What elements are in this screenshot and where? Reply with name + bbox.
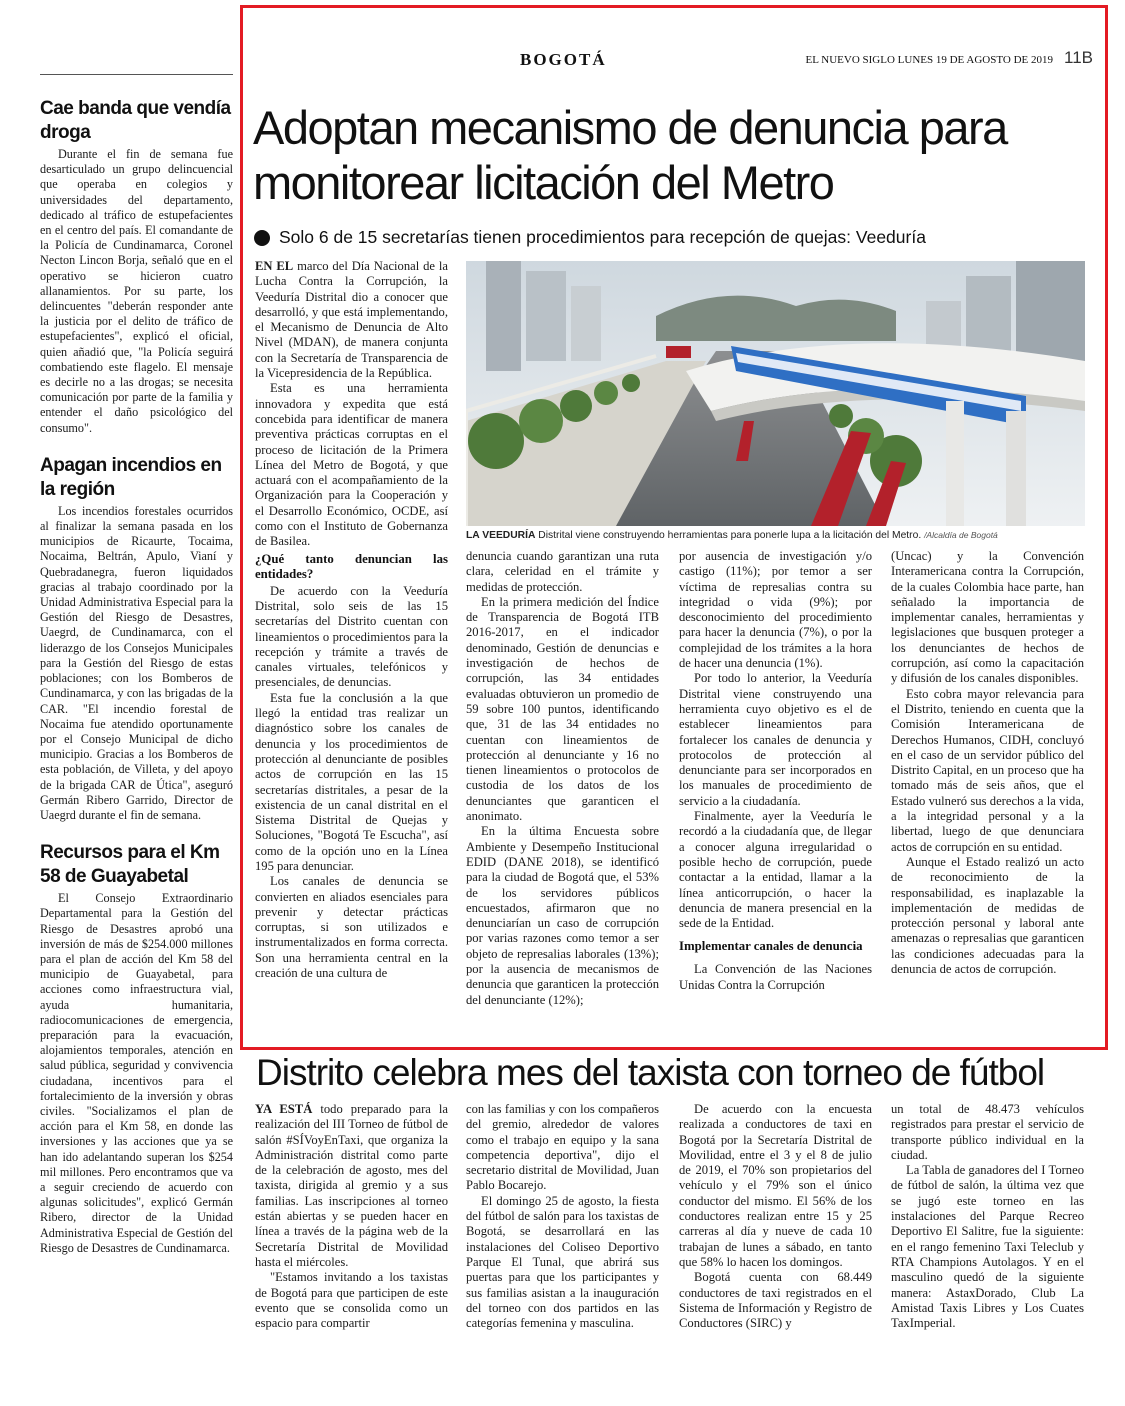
- page-header: [255, 48, 1093, 76]
- article-paragraph: Los canales de denuncia se convierten en aliados esenciales para prevenir y detectar prácticas corruptas, si son utilizados e instrumentalizados en forma correcta. Son una herramienta central en la creación de una cultura de: [255, 874, 448, 981]
- second-article-column-3: [679, 1102, 872, 1331]
- sidebar-story-body: Durante el fin de semana fue desarticulado un grupo delincuencial que operaba en colegios y universidades del departamento, dedicado al tráfico de estupefacientes en el centro del país. El comandante de la Policía de Cundinamarca, Coronel Necton Lincon Borja, señaló que en el operativo se hicieron cuatro allanamientos. Por su parte, los delincuentes "deberán responder ante la justicia por el delito de tráfico de estupefacientes", explicó el oficial, quien añadió que, "la Policía seguirá combatiendo este flagelo. El mensaje es decirle no a las drogas; se necesita comunicación por parte de la familia y entender el daño psicológico del consumo".: [40, 147, 233, 435]
- main-article-column-3: [679, 549, 872, 993]
- page-number: 11B: [1064, 48, 1093, 67]
- photo-credit: /Alcaldía de Bogotá: [924, 530, 998, 540]
- article-paragraph: Finalmente, ayer la Veeduría le recordó a la ciudadanía que, de llegar a conocer alguna irregularidad o posible hecho de corrupción, puede contactar a la entidad, llamar a la línea anticorrupción, o hacer la denuncia de manera presencial en la sede de la Entidad.: [679, 809, 872, 931]
- second-article-column-1: [255, 1102, 448, 1331]
- sidebar-story: [40, 454, 233, 823]
- article-paragraph: De acuerdo con la Veeduría Distrital, solo seis de las 15 secretarías del Distrito cuentan con lineamientos o procedimientos para la recepción y trámite a través de canales virtuales, telefónicos y presenciales, de denuncias.: [255, 583, 448, 690]
- bullet-icon: [254, 230, 270, 246]
- sidebar-story-body: El Consejo Extraordinario Departamental para la Gestión del Riesgo de Desastres aprobó una inversión de más de $254.000 millones para el plan de acción del Km 58 del municipio de Guayabetal, para acciones como infraestructura vial, ayuda humanitaria, radiocomunicaciones de emergencia, preparación para la evacuación, alojamientos temporales, atención en salud pública, seguridad y convivencia ciudadana, incentivos para el fortalecimiento de la inversión y obras civiles. "Socializamos el plan de acción para el Km 58, en donde las inversiones y las acciones que ya se han ido adelantando superan los $254 mil millones. Pero encontramos que va a seguir creciendo de acuerdo con algunas solicitudes", explicó Germán Ribero, director de la Unidad Administrativa Especial de Gestión del Riesgo de Desastres de Cundinamarca.: [40, 891, 233, 1255]
- lead-in: EN EL: [255, 259, 294, 273]
- main-article-column-4: [891, 549, 1084, 977]
- sidebar-story-title: Apagan incendios en la región: [40, 454, 222, 500]
- article-paragraph: En la primera medición del Índice de Transparencia de Bogotá ITB 2016-2017, en el indicador denominado, Gestión de denuncias e investigación de hechos de corrupción, las 34 entidades evaluadas obtuvieron un promedio de 59 sobre 100 puntos, identificando que, 31 de las 34 entidades no cuentan con lineamientos de protección al denunciante y 16 no tienen lineamientos o protocolos de custodia de los datos de los denunciantes que garanticen el anonimato.: [466, 594, 659, 824]
- sidebar-story: [40, 97, 233, 436]
- article-paragraph: con las familias y con los compañeros del gremio, alrededor de valores como el trabajo en equipo y la sana competencia deportiva", dijo el secretario distrital de Movilidad, Juan Pablo Bocarejo.: [466, 1102, 659, 1193]
- main-article-column-1: [255, 259, 448, 981]
- second-article-column-2: [466, 1102, 659, 1331]
- article-subhead: Implementar canales de denuncia: [679, 939, 863, 954]
- article-paragraph: Esta fue la conclusión a la que llegó la entidad tras realizar un diagnóstico sobre los canales de denuncia y los procedimientos de protección al denunciante de posibles actos de corrupción en las 15 secretarías distritales, a pesar de la existencia de un canal distrital en el Sistema Distrital de Quejas y Soluciones, "Bogotá Te Escucha", así como de la opción uno en la Línea 195 para denunciar.: [255, 690, 448, 873]
- sidebar-story-body: Los incendios forestales ocurridos al finalizar la semana pasada en los municipios de Ricaurte, Tocaima, Nocaima, Beltrán, Apulo, Vianí y Quebradanegra, fueron liquidados gracias al trabajo coordinado por la Unidad Administrativa Especial para la Gestión del Riesgo de Desastres, Uaegrd, de Cundinamarca, con el liderazgo de los Consejos Municipales para la Gestión del Riesgo de estas poblaciones; con los Bomberos de Cundinamarca, y con las brigadas de la CAR. "El incendio forestal de Nocaima fue atendido oportunamente por el Consejo Municipal de dicho municipio. Gracias a los Bomberos de esta población, de Villeta, y del apoyo de la brigada CAR de Útica", aseguró Germán Ribero Garrido, Director de Uaegrd durante el fin de semana.: [40, 503, 233, 822]
- main-headline: Adoptan mecanismo de denuncia para monitorear licitación del Metro: [253, 101, 1007, 209]
- article-paragraph: (Uncac) y la Convención Interamericana contra la Corrupción, de la cuales Colombia hace parte, han señalado la importancia de implementar canales, herramientas y legislaciones que busquen proteger a los denunciantes de hechos de corrupción, así como la capacitación y difusión de los canales disponibles.: [891, 549, 1084, 686]
- article-paragraph: Aunque el Estado realizó un acto de reconocimiento de la responsabilidad, es inaplazable la implementación de medidas de protección personal y laboral ante amenazas o represalias que garanticen las condiciones adecuadas para la denuncia de actos de corrupción.: [891, 854, 1084, 977]
- main-subtitle-text: Solo 6 de 15 secretarías tienen procedimientos para recepción de quejas: Veeduría: [279, 227, 926, 247]
- article-paragraph: Esto cobra mayor relevancia para el Distrito, teniendo en cuenta que la Comisión Interamericana de Derechos Humanos, CIDH, concluyó en el caso de un servidor público del Distrito Capital, en un proceso que ha tomado más de seis años, que el Estado vulneró sus derechos a la vida, a la integridad personal y a la libertad, luego de que denunciara actos de corrupción en su entidad.: [891, 686, 1084, 854]
- second-article-column-4: [891, 1102, 1084, 1331]
- metro-rendering-photo: [466, 261, 1085, 526]
- article-paragraph: La Convención de las Naciones Unidas Contra la Corrupción: [679, 962, 872, 992]
- article-paragraph: La Tabla de ganadores del I Torneo de fútbol de salón, la última vez que se jugó este torneo en las instalaciones del Parque Recreo Deportivo El Salitre, fue la siguiente: en el rango femenino Taxi Teleclub y RTA Champions Autolagos. Y en el masculino quedó de la siguiente manera: AstaxDorado, Club La Amistad Taxis Libres y Los Cuates TaxImperial.: [891, 1163, 1084, 1331]
- article-paragraph: Por todo lo anterior, la Veeduría Distrital viene construyendo una herramienta cuyo objetivo es el de establecer lineamientos para fortalecer los canales de denuncia y protocolos de protección al denunciante para ser incorporados en los manuales de procedimiento de servicio a la ciudadanía.: [679, 671, 872, 808]
- article-paragraph: denuncia cuando garantizan una ruta clara, celeridad en el trámite y medidas de protección.: [466, 549, 659, 594]
- article-paragraph: "Estamos invitando a los taxistas de Bogotá para que participen de este evento que se consolida como un espacio para compartir: [255, 1270, 448, 1331]
- sidebar: [40, 74, 233, 1256]
- article-paragraph: Bogotá cuenta con 68.449 conductores de taxi registrados en el Sistema de Información y Registro de Conductores (SIRC) y: [679, 1270, 872, 1331]
- article-paragraph: En la última Encuesta sobre Ambiente y Desempeño Institucional EDID (DANE 2018), se identificó para la ciudad de Bogotá que, el 53% de los servidores públicos encuestados, afirmaron que no denunciarían un caso de corrupción por varias razones como temor a ser objeto de represalias laborales (13%); por la ausencia de mecanismos de denuncia que garanticen la protección del denunciante (12%);: [466, 824, 659, 1007]
- article-paragraph: por ausencia de investigación y/o castigo (11%); por temor a ser víctima de represalias contra su integridad o vida (9%); por desconocimiento del procedimiento para hacer la denuncia (7%), o por la complejidad de los trámites a la hora de hacer una denuncia (1%).: [679, 549, 872, 671]
- paper-info: EL NUEVO SIGLO LUNES 19 DE AGOSTO DE 2019: [805, 54, 1053, 66]
- caption-text: Distrital viene construyendo herramientas para ponerle lupa a la licitación del Metro.: [535, 530, 922, 541]
- main-article-column-2: [466, 549, 659, 1008]
- section-label: BOGOTÁ: [520, 50, 607, 69]
- second-headline: Distrito celebra mes del taxista con torneo de fútbol: [256, 1052, 1045, 1093]
- photo-caption: [466, 530, 1085, 541]
- paragraph-text: marco del Día Nacional de la Lucha Contra la Corrupción, la Veeduría Distrital dio a conocer que desarrolló, y que está implementando, el Mecanismo de Denuncia de Alto Nivel (MDAN), de manera conjunta con la Secretaría de Transparencia de la Vicepresidencia de la República.: [255, 259, 448, 381]
- sidebar-story-title: Recursos para el Km 58 de Guayabetal: [40, 842, 220, 888]
- lead-in: YA ESTÁ: [255, 1102, 313, 1116]
- article-subhead: ¿Qué tanto denuncian las entidades?: [255, 551, 448, 581]
- main-subtitle: [254, 227, 926, 248]
- caption-lead: LA VEEDURÍA: [466, 530, 536, 541]
- article-paragraph: Esta es una herramienta innovadora y expedita que está concebida para identificar de manera preventiva prácticas corruptas en el proceso de licitación de la Primera Línea del Metro de Bogotá, y que actuará con el acompañamiento de la Organización para la Cooperación y el Desarrollo Económico, OCDE, así como con el Instituto de Gobernanza de Basilea.: [255, 381, 448, 549]
- paragraph-text: todo preparado para la realización del III Torneo de fútbol de salón #SÍVoyEnTaxi, que organiza la Administración distrital como parte de la celebración de agosto, mes del taxista, dirigida al gremio y a sus familias. Las inscripciones al torneo están abiertas y se pueden hacer en línea a través de la página web de la Secretaría Distrital de Movilidad hasta el miércoles.: [255, 1102, 448, 1269]
- article-paragraph: un total de 48.473 vehículos registrados para prestar el servicio de transporte público individual en la ciudad.: [891, 1102, 1084, 1162]
- article-paragraph: De acuerdo con la encuesta realizada a conductores de taxi en Bogotá por la Secretaría Distrital de Movilidad, entre el 3 y el 8 de julio de 2019, el 70% son propietarios del vehículo y el 79% son el único conductor del mismo. El 56% de los conductores realizan entre 15 y 25 carreras al día y nueve de cada 10 trabajan de lunes a sábado, en tanto que 58% lo hacen los domingos.: [679, 1102, 872, 1269]
- sidebar-story: [40, 841, 233, 1256]
- sidebar-story-title: Cae banda que vendía droga: [40, 98, 231, 143]
- article-paragraph: [255, 259, 448, 381]
- article-paragraph: [255, 1102, 448, 1270]
- article-paragraph: El domingo 25 de agosto, la fiesta del fútbol de salón para los taxistas de Bogotá, se desarrollará en las instalaciones del Coliseo Deportivo Parque El Tunal, que abrirá sus puertas para que los participantes y sus familias asistan a la inauguración del torneo con dos partidos en las categorías femenina y masculina.: [466, 1193, 659, 1331]
